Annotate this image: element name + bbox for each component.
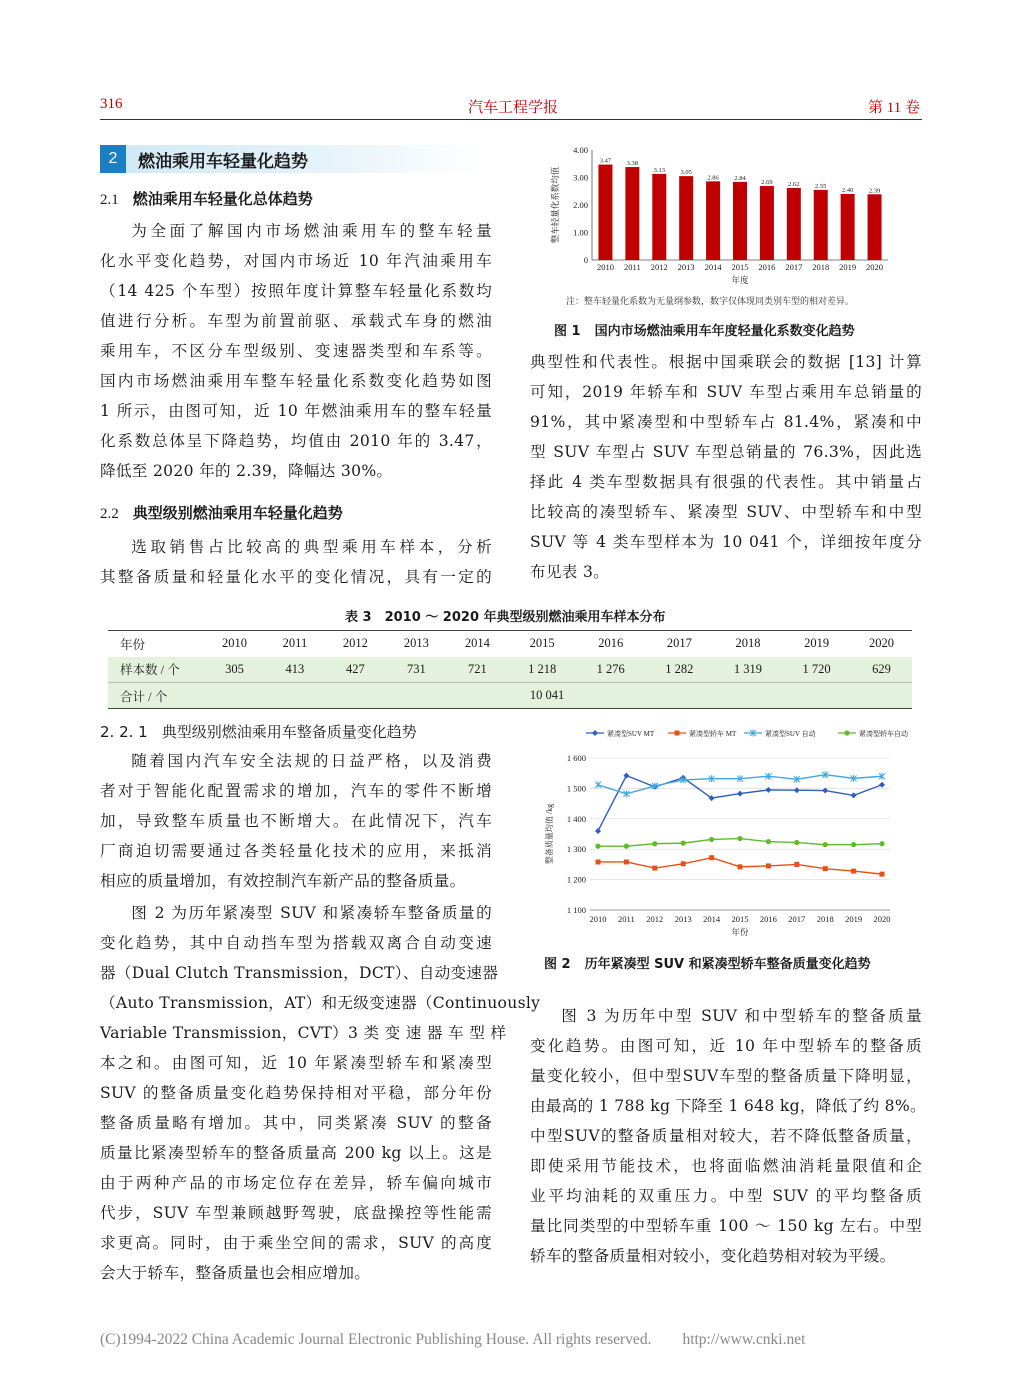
subsection-2-2-heading <box>100 502 343 523</box>
journal-name: 汽车工程学报 <box>468 100 559 116</box>
data-point <box>681 861 686 866</box>
figure-2-caption <box>544 953 871 972</box>
text-line: 国内市场燃油乘用车整车轻量化系数变化趋势如图 <box>100 372 492 390</box>
data-point <box>851 842 856 847</box>
data-point <box>766 863 771 868</box>
table-cell: 721 <box>447 657 508 683</box>
text-line: Variable Transmission，CVT）3 类 变 速 器 车 型 样 <box>100 1024 507 1042</box>
x-tick-label: 2017 <box>785 262 803 272</box>
table-cell: 样本数 / 个 <box>108 657 204 683</box>
bar <box>733 182 747 260</box>
text-line: 化水平变化趋势，对国内市场近 10 年汽油乘用车 <box>100 252 492 270</box>
table-total-value: 10 041 <box>529 688 565 702</box>
y-tick-label: 2.00 <box>573 200 588 210</box>
data-point <box>624 859 629 864</box>
text-line: （Auto Transmission，AT）和无级变速器（Continuously <box>100 994 541 1012</box>
table-cell: 413 <box>265 657 325 683</box>
subsection-2-2-1-heading <box>100 721 417 742</box>
text-line: 1 所示，由图可知，近 10 年燃油乘用车的整车轻量 <box>100 402 492 420</box>
text-line: 者对于智能化配置需求的增加，汽车的零件不断增 <box>100 782 492 800</box>
data-point <box>823 842 828 847</box>
x-tick-label: 2012 <box>646 914 664 924</box>
data-label: 2.62 <box>788 180 800 188</box>
text-line: 其整备质量和轻量化水平的变化情况，具有一定的 <box>100 568 492 586</box>
text-line: 型 SUV 车型占 SUV 车型总销量的 76.3%，因此选 <box>530 443 922 461</box>
data-point <box>624 844 629 849</box>
legend-marker <box>675 731 680 736</box>
text-line: 可知，2019 年轿车和 SUV 车型占乘用车总销量的 <box>530 383 922 401</box>
legend-label: 紧凑型SUV MT <box>607 730 655 738</box>
data-point <box>823 866 828 871</box>
y-tick-label: 1 200 <box>566 874 586 885</box>
table-row-years <box>108 631 912 657</box>
y-tick-label: 0 <box>583 255 588 265</box>
table-cell: 1 276 <box>576 657 645 683</box>
data-label: 3.13 <box>653 166 665 174</box>
bar <box>787 188 801 260</box>
table-row-total <box>108 683 912 709</box>
table-cell: 年份 <box>108 631 204 657</box>
text-line: 中型SUV的整备质量相对较大，若不降低整备质量， <box>530 1127 922 1145</box>
x-tick-label: 2010 <box>589 914 607 924</box>
text-line: 质量比紧凑型轿车的整备质量高 200 kg 以上。这是 <box>100 1144 492 1162</box>
y-tick-label: 1 500 <box>566 783 586 794</box>
text-line: 图 2 为历年紧凑型 SUV 和紧凑轿车整备质量的 <box>131 904 492 922</box>
left-paragraph-4 <box>100 898 541 1288</box>
x-tick-label: 2013 <box>674 914 692 924</box>
subsection-title: 典型级别燃油乘用车整备质量变化趋势 <box>161 723 417 741</box>
text-line: 值进行分析。车型为前置前驱、承载式车身的燃油 <box>100 312 492 330</box>
data-point <box>652 841 657 846</box>
bar <box>760 186 774 260</box>
data-point <box>596 859 601 864</box>
data-point <box>766 839 771 844</box>
data-label: 2.84 <box>734 174 746 182</box>
x-tick-label: 2018 <box>812 262 830 272</box>
data-point <box>737 791 743 797</box>
text-line: 比较高的凑型轿车、紧凑型 SUV、中型轿车和中型 <box>530 503 922 521</box>
data-label: 3.05 <box>680 169 692 177</box>
text-line: 轿车的整备质量相对较小，变化趋势相对较为平缓。 <box>530 1247 896 1265</box>
data-label: 2.40 <box>841 187 854 194</box>
text-line: 求更高。同时，由于乘坐空间的需求，SUV 的高度 <box>100 1234 492 1252</box>
table-cell: 2015 <box>508 631 577 657</box>
x-tick-label: 2016 <box>758 262 776 272</box>
data-point <box>652 866 657 871</box>
figure-1-bar-chart <box>548 140 898 290</box>
table-cell: 305 <box>204 657 265 683</box>
y-tick-label: 1 400 <box>566 813 586 824</box>
data-point <box>794 840 799 845</box>
page-number: 316 <box>100 96 123 112</box>
y-axis-title: 整车轻量化系数均值 <box>550 166 560 244</box>
x-tick-label: 2018 <box>816 914 834 924</box>
legend-marker <box>844 730 849 735</box>
text-line: 加，导致整车质量也不断增大。在此情况下，汽车 <box>100 812 492 830</box>
x-tick-label: 2012 <box>650 262 668 272</box>
text-line: 变化趋势，其中自动挡车型为搭载双离合自动变速 <box>100 934 492 952</box>
data-point <box>681 841 686 846</box>
text-line: 会大于轿车，整备质量也会相应增加。 <box>100 1264 371 1282</box>
legend-label: 紧凑型轿车 MT <box>689 730 737 738</box>
text-line: 代步，SUV 车型兼顾越野驾驶，底盘操控等性能需 <box>100 1204 492 1222</box>
copyright-footer: (C)1994-2022 China Academic Journal Electronic Publishing House. All rights reserved. http://www.cnki.net <box>100 1331 806 1348</box>
bar <box>841 194 855 260</box>
x-tick-label: 2020 <box>866 262 884 272</box>
subsection-number: 2. 2. 1 <box>100 723 148 741</box>
data-point <box>879 782 885 788</box>
text-line: 变化趋势。由图可知，近 10 年中型轿车的整备质 <box>530 1037 922 1055</box>
data-label: 3.38 <box>626 160 639 168</box>
y-tick-label: 1 300 <box>566 844 586 855</box>
x-tick-label: 2015 <box>731 262 749 272</box>
data-label: 2.86 <box>707 174 719 182</box>
data-label: 2.55 <box>815 182 827 190</box>
left-paragraph-1 <box>100 216 492 486</box>
table-cell: 2010 <box>204 631 265 657</box>
x-tick-label: 2011 <box>624 262 641 272</box>
text-line: 91%，其中紧凑型和中型轿车占 81.4%，紧凑和中 <box>530 413 922 431</box>
table-cell: 2013 <box>386 631 447 657</box>
bar <box>814 190 828 260</box>
table-row-counts <box>108 657 912 683</box>
table-cell: 629 <box>851 657 912 683</box>
text-line: 整备质量略有增加。其中，同类紧凑 SUV 的整备 <box>100 1114 492 1132</box>
text-line: 选取销售占比较高的典型乘用车样本，分析 <box>131 538 492 556</box>
table-cell: 2011 <box>265 631 325 657</box>
y-axis-title: 整备质量均值 /kg <box>545 803 554 865</box>
bar <box>652 174 666 260</box>
section-title: 燃油乘用车轻量化趋势 <box>138 152 308 172</box>
figure-1-caption <box>554 320 855 339</box>
x-tick-label: 2014 <box>704 262 722 272</box>
text-line: 量比同类型的中型轿车重 100 ～ 150 kg 左右。中型 <box>530 1217 922 1235</box>
y-tick-label: 1 600 <box>566 753 586 763</box>
subsection-number: 2.1 <box>100 192 119 208</box>
text-line: SUV 的整备质量变化趋势保持相对平稳，部分年份 <box>100 1084 492 1102</box>
left-paragraph-2 <box>100 532 492 592</box>
data-point <box>709 855 714 860</box>
bar <box>625 167 639 260</box>
bar <box>868 194 882 260</box>
x-tick-label: 2013 <box>677 262 695 272</box>
table-cell: 2018 <box>714 631 783 657</box>
subsection-title: 燃油乘用车轻量化总体趋势 <box>132 190 313 208</box>
x-tick-label: 2020 <box>873 914 891 924</box>
table-cell: 731 <box>386 657 447 683</box>
x-tick-label: 2019 <box>839 262 857 272</box>
x-tick-label: 2015 <box>731 914 749 924</box>
text-line: 由最高的 1 788 kg 下降至 1 648 kg，降低了约 8%。 <box>530 1097 926 1115</box>
volume-label: 第 11 卷 <box>868 100 920 116</box>
text-line: 图 3 为历年中型 SUV 和中型轿车的整备质量 <box>561 1007 922 1025</box>
figure-1-note: 注：整车轻量化系数为无量纲参数，数字仅体现同类别车型的相对差异。 <box>566 297 855 307</box>
data-label: 2.39 <box>868 187 881 195</box>
x-tick-label: 2014 <box>703 914 721 924</box>
data-point <box>794 862 799 867</box>
bar <box>598 165 612 260</box>
table-cell-total-label: 合计 / 个 <box>108 683 204 709</box>
left-paragraph-3 <box>100 746 492 896</box>
table-cell: 2016 <box>576 631 645 657</box>
figure-caption-text: 国内市场燃油乘用车年度轻量化系数变化趋势 <box>594 324 855 339</box>
table-cell: 2019 <box>782 631 851 657</box>
data-point <box>765 787 771 793</box>
table-cell: 1 218 <box>508 657 577 683</box>
data-point <box>595 844 600 849</box>
text-line: 化系数总体呈下降趋势，均值由 2010 年的 3.47， <box>100 432 492 450</box>
y-tick-label: 1.00 <box>573 227 588 238</box>
right-paragraph-1 <box>530 347 922 587</box>
text-line: 本之和。由图可知，近 10 年紧凑型轿车和紧凑型 <box>100 1054 492 1072</box>
table-cell: 427 <box>325 657 386 683</box>
text-line: 即使采用节能技术，也将面临燃油消耗量限值和企 <box>530 1157 922 1175</box>
figure-number: 图 2 <box>544 957 571 972</box>
data-label: 3.47 <box>599 157 612 165</box>
text-line: 典型性和代表性。根据中国乘联会的数据 [13] 计算 <box>530 353 922 371</box>
x-tick-label: 2011 <box>618 914 635 924</box>
data-point <box>880 872 885 877</box>
text-line: 为全面了解国内市场燃油乘用车的整车轻量 <box>131 222 492 240</box>
y-tick-label: 4.00 <box>573 145 588 155</box>
subsection-title: 典型级别燃油乘用车轻量化趋势 <box>132 504 343 522</box>
x-tick-label: 2016 <box>759 914 777 924</box>
header-rule <box>100 119 922 120</box>
section-number: 2 <box>100 145 126 173</box>
data-point <box>595 828 601 834</box>
text-line: 厂商迫切需要通过各类轻量化技术的应用，来抵消 <box>100 842 492 860</box>
figure-number: 图 1 <box>554 324 581 339</box>
x-tick-label: 2017 <box>788 914 806 924</box>
legend-label: 紧凑型SUV 自动 <box>765 730 816 738</box>
y-tick-label: 1 100 <box>566 905 586 915</box>
data-point <box>851 792 857 798</box>
text-line: 由于两种产品的市场定位存在差异，轿车偏向城市 <box>100 1174 492 1192</box>
table-cell-total <box>204 683 912 709</box>
data-point <box>851 869 856 874</box>
x-tick-label: 2019 <box>845 914 863 924</box>
y-tick-label: 3.00 <box>573 172 588 183</box>
figure-caption-text: 历年紧凑型 SUV 和紧凑型轿车整备质量变化趋势 <box>584 957 871 972</box>
data-point <box>623 773 629 779</box>
subsection-number: 2.2 <box>100 506 119 522</box>
series-line <box>598 776 882 831</box>
text-line: 降低至 2020 年的 2.39，降幅达 30%。 <box>100 462 393 480</box>
x-axis-title: 年度 <box>731 275 749 285</box>
data-label: 2.69 <box>761 179 773 187</box>
table-cell: 1 319 <box>714 657 783 683</box>
right-paragraph-2 <box>530 1001 926 1271</box>
text-line: 量变化较小，但中型SUV车型的整备质量下降明显， <box>530 1067 922 1085</box>
text-line: 业平均油耗的双重压力。中型 SUV 的平均整备质 <box>530 1187 922 1205</box>
subsection-2-1-heading <box>100 188 313 209</box>
data-point <box>737 836 742 841</box>
table-cell: 2012 <box>325 631 386 657</box>
text-line: SUV 等 4 类车型样本为 10 041 个，详细按年度分 <box>530 533 922 551</box>
data-point <box>709 837 714 842</box>
text-line: （14 425 个车型）按照年度计算整车轻量化系数均 <box>100 282 492 300</box>
legend-label: 紧凑型轿车自动 <box>859 730 908 738</box>
table-cell: 2017 <box>645 631 714 657</box>
table-3 <box>108 630 912 709</box>
data-point <box>879 841 884 846</box>
x-tick-label: 2010 <box>596 262 614 272</box>
bar <box>679 176 693 260</box>
table-3-caption: 表 3 2010 ～ 2020 年典型级别燃油乘用车样本分布 <box>345 610 666 625</box>
data-point <box>738 864 743 869</box>
table-cell: 2020 <box>851 631 912 657</box>
text-line: 布见表 3。 <box>530 563 610 581</box>
text-line: 择此 4 类车型数据具有很强的代表性。其中销量占 <box>530 473 922 491</box>
table-cell: 1 282 <box>645 657 714 683</box>
bar <box>706 181 720 260</box>
legend-marker <box>592 730 598 736</box>
text-line: 乘用车，不区分车型级别、变速器类型和车系等。 <box>100 342 492 360</box>
table-cell: 1 720 <box>782 657 851 683</box>
figure-2-line-chart <box>540 722 910 944</box>
text-line: 随着国内汽车安全法规的日益严格，以及消费 <box>131 752 492 770</box>
x-axis-title: 年份 <box>731 927 749 937</box>
text-line: 器（Dual Clutch Transmission，DCT）、自动变速器 <box>100 964 499 982</box>
text-line: 相应的质量增加，有效控制汽车新产品的整备质量。 <box>100 872 466 890</box>
table-cell: 2014 <box>447 631 508 657</box>
